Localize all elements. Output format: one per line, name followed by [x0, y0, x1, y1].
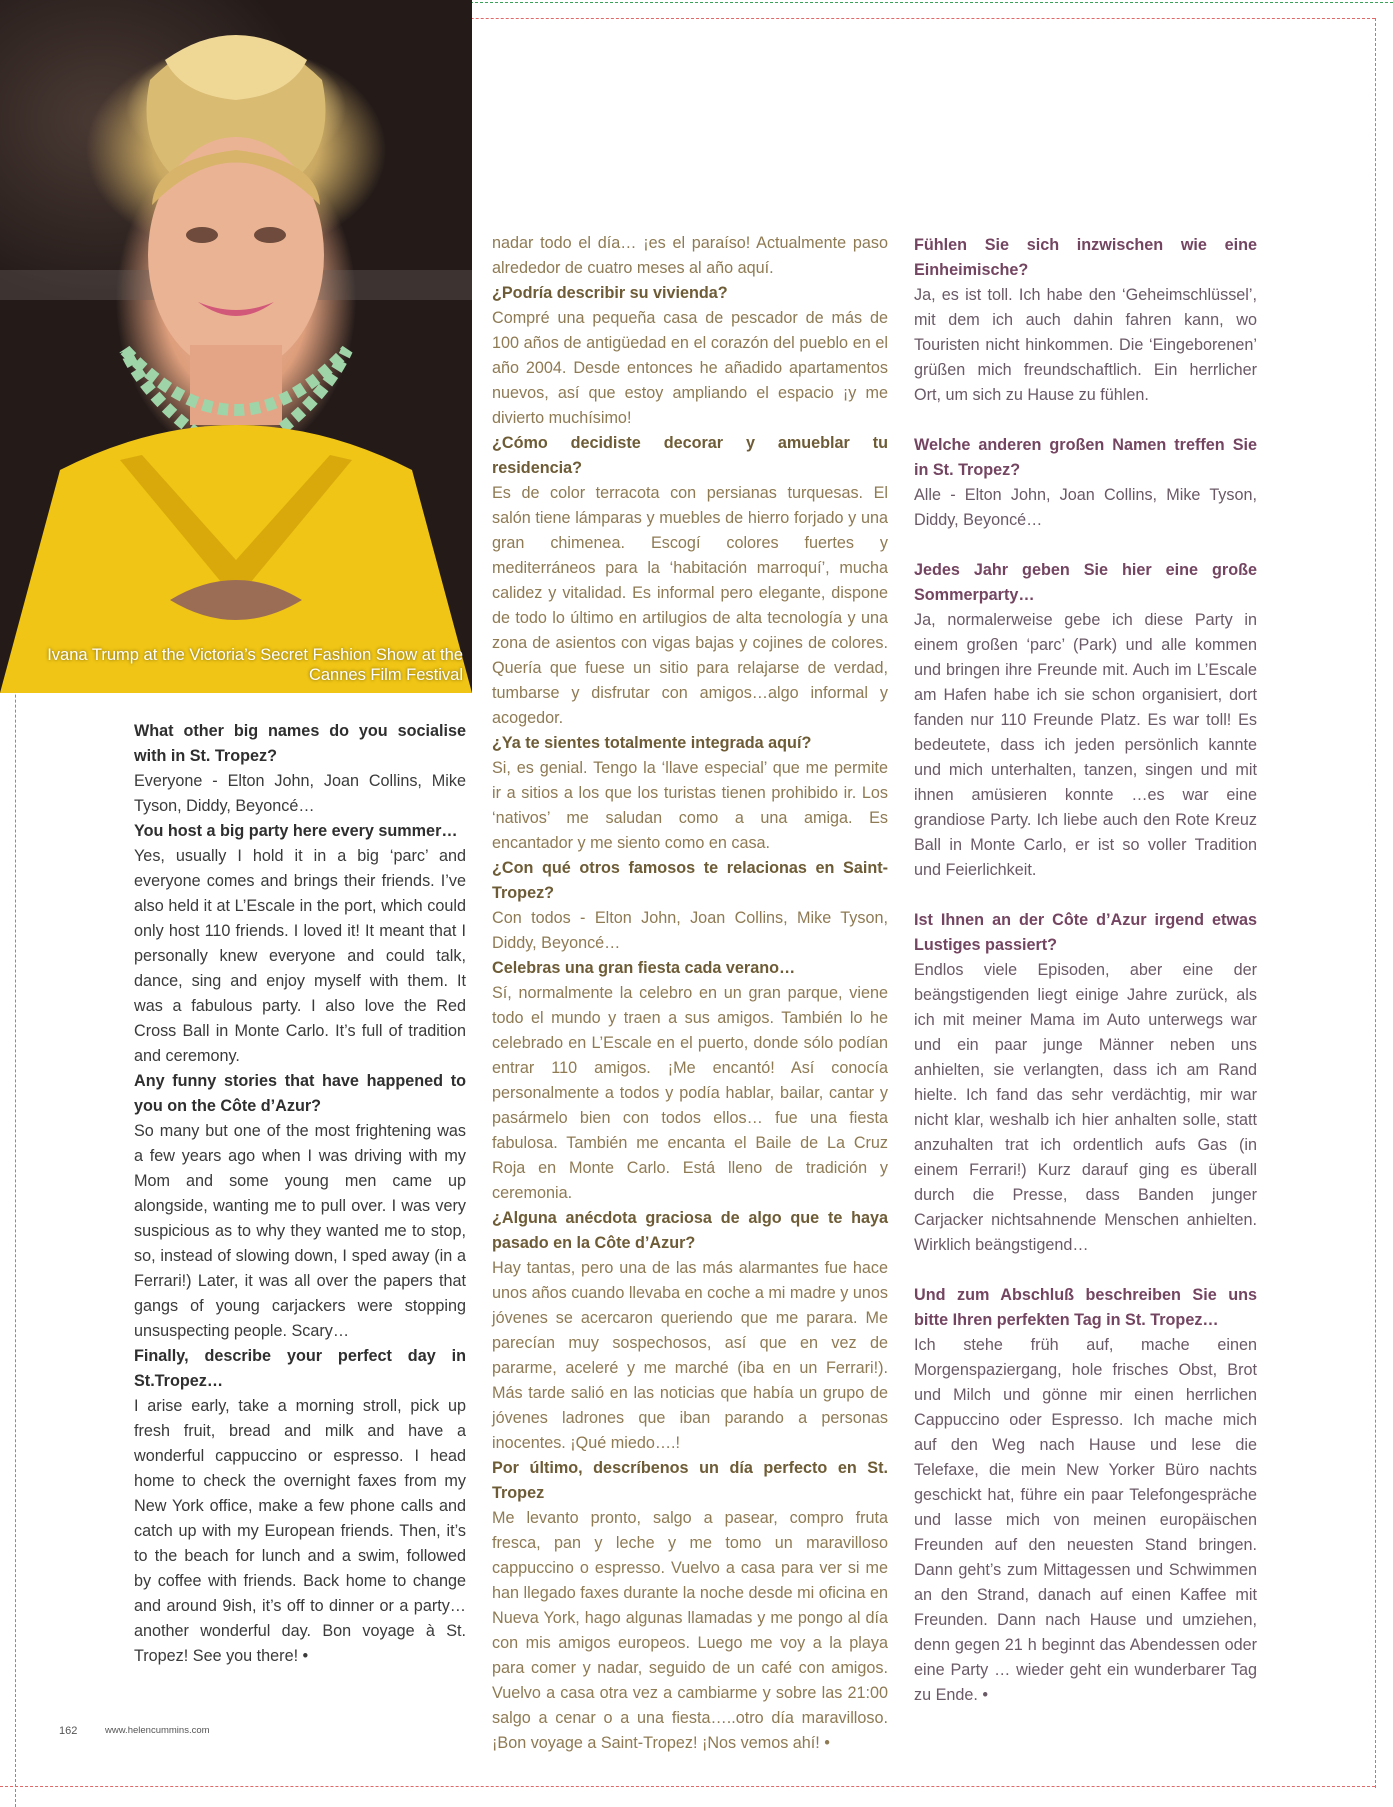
interview-question: Finally, describe your perfect day in St.Tropez…: [134, 1347, 466, 1390]
interview-question: Jedes Jahr geben Sie hier eine große Sommerparty…: [914, 561, 1257, 604]
interview-question: Fühlen Sie sich inzwischen wie eine Einheimische?: [914, 236, 1257, 279]
interview-question: ¿Podría describir su vivienda?: [492, 284, 728, 302]
portrait-illustration: [0, 0, 472, 693]
interview-question: Celebras una gran fiesta cada verano…: [492, 959, 796, 977]
trim-line-bottom: [0, 1786, 1375, 1787]
interview-answer: Si, es genial. Tengo la ‘llave especial’ que me permite ir a sitios a los que los turistas tienen prohibido ir. Los ‘nativos’ me saludan como a una amiga. Es encantador y me siento como en casa.: [492, 759, 888, 852]
interview-answer: Me levanto pronto, salgo a pasear, compro fruta fresca, pan y leche y me tomo un maravilloso cappuccino o espresso. Vuelvo a casa para ver si me han llegado faxes durante la noche desde mi oficina en Nueva York, hago algunas llamadas y me pongo al día con mis amigos europeos. Luego me voy a la playa para comer y nadar, seguido de un café con amigos. Vuelvo a casa otra vez a cambiarme y sobre las 21:00 salgo a cenar o a una fiesta…..otro día maravilloso. ¡Bon voyage a Saint-Tropez! ¡Nos vemos ahí! •: [492, 1509, 888, 1752]
page-number: 162: [59, 1725, 78, 1737]
paragraph-spacer: [914, 408, 1257, 433]
portrait-photo: [0, 0, 472, 693]
interview-answer: Ich stehe früh auf, mache einen Morgenspaziergang, hole frisches Obst, Brot und Milch und gönne mir einen herrlichen Cappuccino oder Espresso. Ich mache mich auf den Weg nach Hause und lese die Telefaxe, die mein New Yorker Büro nachts geschickt hat, führe ein paar Telefongespräche und lasse mich von meinen europäischen Freunden auf den neuesten Stand bringen. Dann geht’s zum Mittagessen und Schwimmen an den Strand, danach auf einen Kaffee mit Freunden. Dann nach Hause und umziehen, denn gegen 21 h beginnt das Abendessen oder eine Party … wieder geht ein wunderbarer Tag zu Ende. •: [914, 1336, 1257, 1704]
photo-caption: Ivana Trump at the Victoria’s Secret Fashion Show at the Cannes Film Festival: [47, 646, 463, 684]
paragraph-spacer: [914, 1258, 1257, 1283]
interview-answer: Compré una pequeña casa de pescador de más de 100 años de antigüedad en el corazón del pueblo en el año 2004. Desde entonces he añadido apartamentos nuevos, así que estoy ampliando el espacio ¡y me divierto muchísimo!: [492, 309, 888, 427]
interview-answer: Yes, usually I hold it in a big ‘parc’ and everyone comes and brings their friends. I’ve also held it at L’Escale in the port, which could only host 110 friends. I loved it! It meant that I personally knew everyone and could talk, dance, sing and enjoy myself with them. It was a fabulous party. I also love the Red Cross Ball in Monte Carlo. It’s full of tradition and ceremony.: [134, 847, 466, 1065]
interview-answer: So many but one of the most frightening was a few years ago when I was driving with my Mom and some young men came up alongside, wanting me to pull over. I was very suspicious as to why they wanted me to stop, so, instead of slowing down, I sped away (in a Ferrari!) Later, it was all over the papers that gangs of young carjackers were stopping unsuspecting people. Scary…: [134, 1122, 466, 1340]
interview-answer: Es de color terracota con persianas turquesas. El salón tiene lámparas y muebles de hierro forjado y una gran chimenea. Escogí colores fuertes y mediterráneos para la ‘habitación marroquí’, mucha calidez y vitalidad. Es informal pero elegante, dispone de todo lo último en artilugios de alta tecnología y una zona de asientos con vigas bajas y cojines de colores. Quería que fuese un sitio para relajarse de verdad, tumbarse y disfrutar con amigos…algo informal y acogedor.: [492, 484, 888, 727]
interview-answer: Con todos - Elton John, Joan Collins, Mike Tyson, Diddy, Beyoncé…: [492, 909, 888, 952]
footer-website: www.helencummins.com: [105, 1725, 210, 1736]
interview-answer: nadar todo el día… ¡es el paraíso! Actualmente paso alrededor de cuatro meses al año aquí.: [492, 234, 888, 277]
spanish-column: [492, 231, 888, 1756]
interview-question: What other big names do you socialise with in St. Tropez?: [134, 722, 466, 765]
interview-answer: Hay tantas, pero una de las más alarmantes fue hace unos años cuando llevaba en coche a mi madre y unos jóvenes se acercaron queriendo que me parara. Me parecían muy sospechosos, así que en vez de pararme, aceleré y me marché (iba en un Ferrari!). Más tarde salió en las noticias que había un grupo de jóvenes ladrones que iban parando a personas inocentes. ¡Qué miedo….!: [492, 1259, 888, 1452]
interview-question: Welche anderen großen Namen treffen Sie in St. Tropez?: [914, 436, 1257, 479]
english-column: [134, 719, 466, 1669]
paragraph-spacer: [914, 883, 1257, 908]
interview-answer: Ja, normalerweise gebe ich diese Party in einem großen ‘parc’ (Park) und alle kommen und bringen ihre Freunde mit. Auch im L’Escale am Hafen habe ich sie schon organisiert, dort fanden nur 110 Freunde Platz. Es war toll! Es bedeutete, dass ich jeden persönlich kannte und mich unterhalten, tanzen, singen und mit ihnen amüsieren konnte …es war eine grandiose Party. Ich liebe auch den Rote Kreuz Ball in Monte Carlo, er ist so voller Tradition und Feierlichkeit.: [914, 611, 1257, 879]
paragraph-spacer: [914, 533, 1257, 558]
interview-answer: Endlos viele Episoden, aber eine der beängstigenden liegt einige Jahre zurück, als ich mit meiner Mama im Auto unterwegs war und ein paar junge Männer neben uns anhielten, sie verlangten, dass ich am Rand hielte. Ich fand das sehr verdächtig, mir war nicht klar, weshalb ich hier anhalten solle, statt anzuhalten trat ich ordentlich aufs Gas (in einem Ferrari!) Kurz darauf ging es überall durch die Presse, dass Banden junger Carjacker nichtsahnende Menschen anhielten. Wirklich beängstigend…: [914, 961, 1257, 1254]
interview-question: ¿Con qué otros famosos te relacionas en Saint-Tropez?: [492, 859, 888, 902]
interview-question: Por último, descríbenos un día perfecto en St. Tropez: [492, 1459, 888, 1502]
interview-answer: Alle - Elton John, Joan Collins, Mike Tyson, Diddy, Beyoncé…: [914, 486, 1257, 529]
interview-question: Ist Ihnen an der Côte d’Azur irgend etwas Lustiges passiert?: [914, 911, 1257, 954]
interview-answer: Sí, normalmente la celebro en un gran parque, viene todo el mundo y traen a sus amigos. También lo he celebrado en L’Escale en el puerto, donde sólo podían entrar 110 amigos. ¡Me encantó! Así conocía personalmente a todos y podía hablar, bailar, cantar y pasármelo bien con todos ellos… fue una fiesta fabulosa. También me encanta el Baile de La Cruz Roja en Monte Carlo. Está lleno de tradición y ceremonia.: [492, 984, 888, 1202]
interview-question: ¿Alguna anécdota graciosa de algo que te haya pasado en la Côte d’Azur?: [492, 1209, 888, 1252]
interview-question: Und zum Abschluß beschreiben Sie uns bitte Ihren perfekten Tag in St. Tropez…: [914, 1286, 1257, 1329]
interview-answer: Ja, es ist toll. Ich habe den ‘Geheimschlüssel’, mit dem ich auch dahin fahren kann, wo Touristen nicht hinkommen. Die ‘Eingeborenen’ grüßen mich freundschaftlich. Ein herrlicher Ort, um sich zu Hause zu fühlen.: [914, 286, 1257, 404]
interview-question: Any funny stories that have happened to you on the Côte d’Azur?: [134, 1072, 466, 1115]
interview-question: You host a big party here every summer…: [134, 822, 458, 840]
german-column: [914, 233, 1257, 1708]
trim-line-right: [1375, 18, 1376, 1788]
interview-question: ¿Cómo decidiste decorar y amueblar tu residencia?: [492, 434, 888, 477]
interview-answer: I arise early, take a morning stroll, pick up fresh fruit, bread and milk and have a wonderful cappuccino or espresso. I head home to check the overnight faxes from my New York office, make a few phone calls and catch up with my European friends. Then, it’s to the beach for lunch and a swim, followed by coffee with friends. Back home to change and around 9ish, it’s off to dinner or a party… another wonderful day. Bon voyage à St. Tropez! See you there! •: [134, 1397, 466, 1665]
interview-answer: Everyone - Elton John, Joan Collins, Mike Tyson, Diddy, Beyoncé…: [134, 772, 466, 815]
interview-question: ¿Ya te sientes totalmente integrada aquí?: [492, 734, 812, 752]
